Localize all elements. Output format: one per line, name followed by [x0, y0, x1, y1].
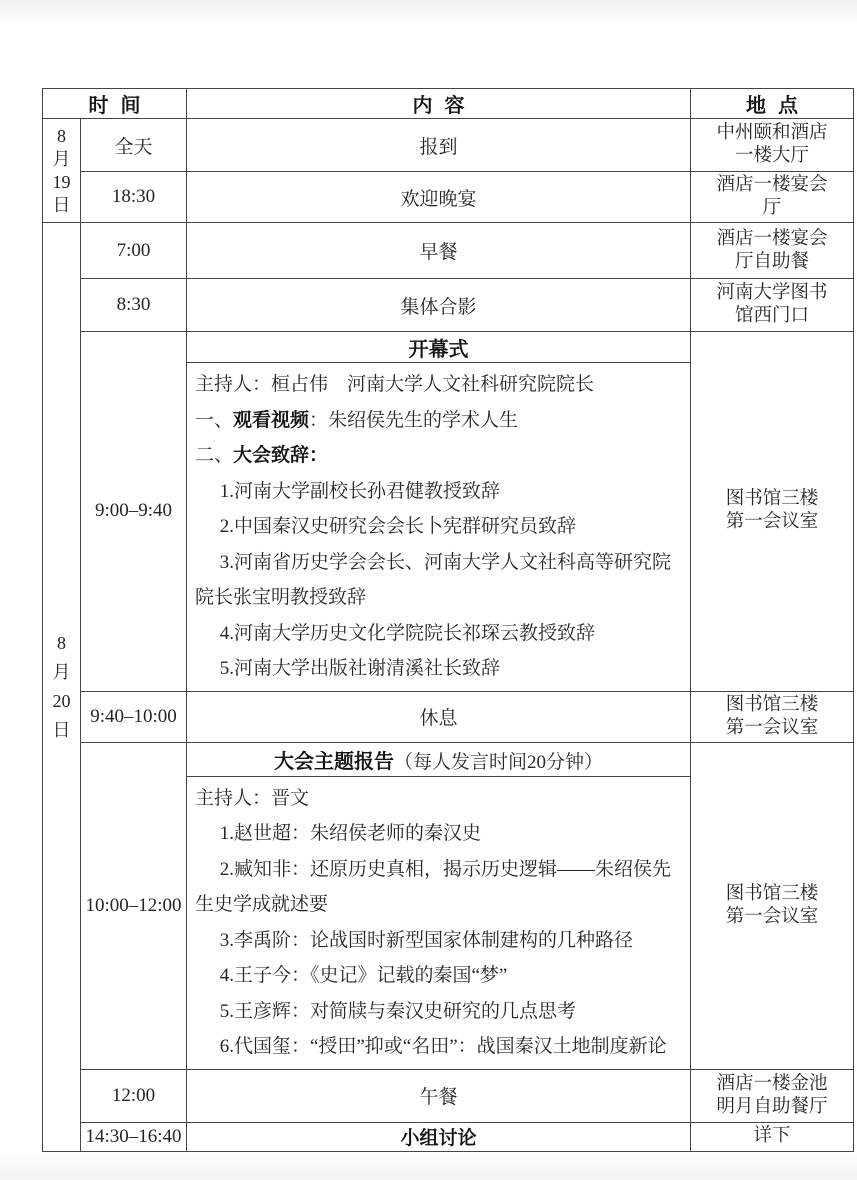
- row-checkin: [43, 119, 854, 172]
- content-group-discussion: 小组讨论: [187, 1122, 691, 1151]
- keynote-report-5: 5.王彦辉：对简牍与秦汉史研究的几点思考: [219, 1000, 576, 1022]
- row-keynote-title: [43, 742, 854, 776]
- opening-speech-2: 2.中国秦汉史研究会会长卜宪群研究员致辞: [219, 516, 576, 537]
- time-keynote: 10:00–12:00: [81, 742, 187, 1069]
- location-breakfast: 酒店一楼宴会 厅自助餐: [691, 223, 854, 279]
- keynote-report-1: 1.赵世超：朱绍侯老师的秦汉史: [219, 823, 481, 844]
- row-lunch: [43, 1069, 854, 1122]
- time-opening: 9:00–9:40: [81, 332, 187, 692]
- opening-ceremony-title: 开幕式: [187, 332, 691, 363]
- header-time: 时 间: [43, 89, 187, 119]
- opening-host: 主持人：桓占伟 河南大学人文社科研究院院长: [195, 374, 595, 395]
- photo-haze-bottom: [0, 1150, 857, 1180]
- location-break: 图书馆三楼 第一会议室: [691, 691, 854, 742]
- conference-schedule-table: [42, 88, 854, 1152]
- date-aug-20: 8 月 20 日: [43, 223, 81, 1152]
- opening-speech-4: 4.河南大学历史文化学院院长祁琛云教授致辞: [219, 622, 595, 644]
- location-keynote: 图书馆三楼 第一会议室: [691, 742, 854, 1069]
- keynote-report-3: 3.李禹阶：论战国时新型国家体制建构的几种路径: [219, 929, 633, 951]
- location-checkin: 中州颐和酒店 一楼大厅: [691, 119, 854, 172]
- date-aug-19: 8 月 19 日: [43, 119, 81, 223]
- keynote-report-4: 4.王子今：《史记》记载的秦国“梦”: [219, 965, 508, 986]
- keynote-title: 大会主题报告（每人发言时间20分钟）: [187, 742, 691, 776]
- opening-ceremony-body: [187, 363, 691, 692]
- table-header-row: [43, 89, 854, 119]
- opening-item-video: 一、观看视频：朱绍侯先生的学术人生: [195, 409, 519, 431]
- keynote-report-2: 2.臧知非：还原历史真相，揭示历史逻辑——朱绍侯先生史学成就述要: [195, 858, 671, 915]
- opening-speech-3: 3.河南省历史学会会长、河南大学人文社科高等研究院院长张宝明教授致辞: [195, 551, 671, 608]
- content-breakfast: 早餐: [187, 223, 691, 279]
- time-break: 9:40–10:00: [81, 691, 187, 742]
- content-checkin: 报到: [187, 119, 691, 172]
- location-opening: 图书馆三楼 第一会议室: [691, 332, 854, 692]
- time-lunch: 12:00: [81, 1069, 187, 1122]
- keynote-report-6: 6.代国玺：“授田”抑或“名田”：战国秦汉土地制度新论: [219, 1036, 667, 1057]
- opening-speech-1: 1.河南大学副校长孙君健教授致辞: [219, 480, 500, 502]
- time-breakfast: 7:00: [81, 223, 187, 279]
- opening-speech-5: 5.河南大学出版社谢清溪社长致辞: [219, 658, 500, 679]
- location-group-discussion: 详下: [691, 1122, 854, 1151]
- photo-haze-top: [0, 0, 857, 26]
- row-opening-title: [43, 332, 854, 363]
- keynote-body: [187, 776, 691, 1069]
- keynote-host: 主持人：晋文: [195, 787, 310, 809]
- opening-item-speeches: 二、大会致辞：: [195, 445, 329, 466]
- row-banquet: [43, 172, 854, 223]
- content-banquet: 欢迎晚宴: [187, 172, 691, 223]
- row-group-photo: [43, 279, 854, 332]
- header-content: 内 容: [187, 89, 691, 119]
- location-lunch: 酒店一楼金池 明月自助餐厅: [691, 1069, 854, 1122]
- time-banquet: 18:30: [81, 172, 187, 223]
- row-break: [43, 691, 854, 742]
- location-banquet: 酒店一楼宴会 厅: [691, 172, 854, 223]
- time-checkin: 全天: [81, 119, 187, 172]
- content-break: 休息: [187, 691, 691, 742]
- location-group-photo: 河南大学图书 馆西门口: [691, 279, 854, 332]
- content-group-photo: 集体合影: [187, 279, 691, 332]
- header-location: 地 点: [691, 89, 854, 119]
- row-breakfast: [43, 223, 854, 279]
- row-group-discussion: [43, 1122, 854, 1151]
- content-lunch: 午餐: [187, 1069, 691, 1122]
- time-group-photo: 8:30: [81, 279, 187, 332]
- time-group-discussion: 14:30–16:40: [81, 1122, 187, 1151]
